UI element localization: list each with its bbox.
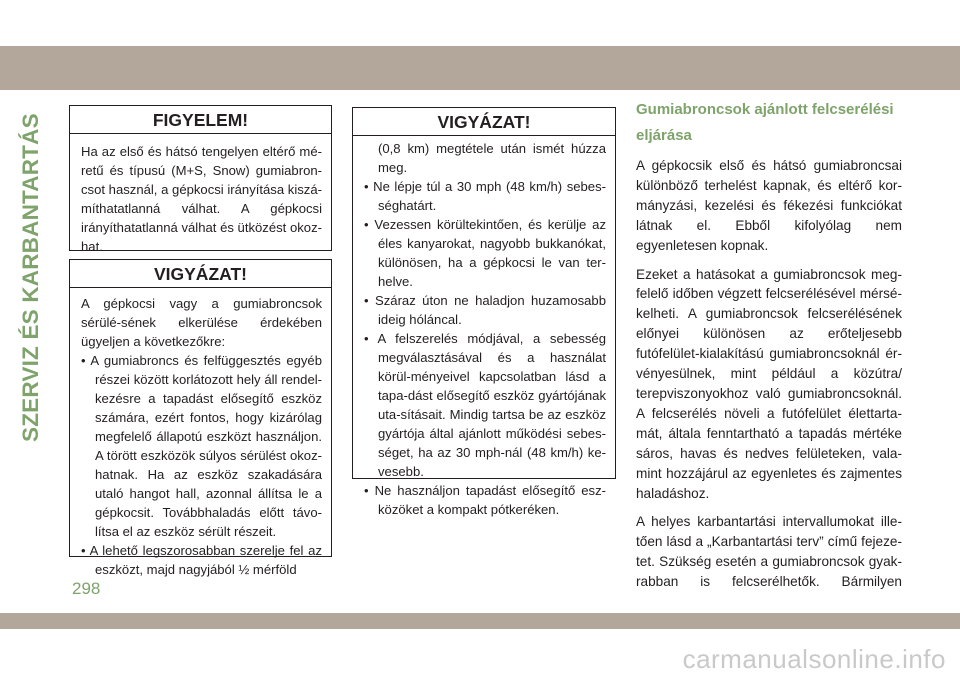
paragraph: A helyes karbantartási intervallumokat ille-tően lásd a „Karbantartási terv” című fejeze-tet. Szükség esetén a gumiabroncsok gyak-rabban is felcserélhetők. Bármilyen bbox=[636, 514, 902, 590]
section-heading: Gumiabroncsok ajánlott felcserélési eljárása bbox=[636, 101, 894, 144]
caution-box-2-title: VIGYÁZAT! bbox=[353, 108, 615, 136]
paragraph: Ezeket a hatásokat a gumiabroncsok meg-felelő időben végzett felcserélésével mérsé-kelheti. A gumiabroncsok felcserélésének előnyei különösen az erőteljesebb futófelület-kialakítású gumiabroncsoknál ér-vényesülnek, mint például a közútra/ terepviszonyokhoz való gumiabroncsoknál. A felcserélés növeli a futófelület élettarta-mát, általa fenntartható a tapadás mértéke sáros, havas és nedves felületeken, vala-mint hozzájárul az egyenletes és zajmentes haladáshoz. bbox=[636, 266, 902, 501]
caution-box-1-intro: A gépkocsi vagy a gumiabroncsok sérülé-sének elkerülése érdekében ügyeljen a következőkre: bbox=[81, 296, 322, 349]
list-item: • Vezessen körültekintően, és kerülje az éles kanyarokat, nagyobb bukkanókat, különösen, ha a gépkocsi le van ter-helve. bbox=[364, 217, 606, 289]
warning-box-text: Ha az első és hátsó tengelyen eltérő mé-retű és típusú (M+S, Snow) gumiabron-csot használ, a gépkocsi irányítása kiszá-míthatatlanná válhat. A gépkocsi irányíthatatlanná válhat és ütközést okoz-hat. bbox=[81, 144, 322, 254]
caution-box-1-title: VIGYÁZAT! bbox=[70, 260, 331, 288]
caution-box-1 bbox=[69, 259, 332, 577]
chapter-side-title: SZERVIZ ÉS KARBANTARTÁS bbox=[18, 113, 43, 442]
footer-band bbox=[0, 613, 960, 629]
page-number: 298 bbox=[72, 579, 101, 598]
list-item: • Ne lépje túl a 30 mph (48 km/h) sebes-séghatárt. bbox=[364, 179, 606, 213]
tire-rotation-section bbox=[636, 97, 902, 592]
list-item: • A felszerelés módjával, a sebesség megválasztásával és a használat körül-ményeivel kapcsolatban lásd a tapa-dást elősegítő eszköz gyártójának uta-sításait. Mindig tartsa be az eszköz gyártója által ajánlott működési sebes-séget, ha az 30 mph-nál (48 km/h) ke-vesebb. bbox=[364, 331, 606, 479]
list-item: • Ne használjon tapadást elősegítő esz-közöket a kompakt pótkeréken. bbox=[364, 483, 606, 517]
caution-box-2-continuation: (0,8 km) megtétele után ismét húzza meg. bbox=[378, 141, 606, 175]
list-item: • A lehető legszorosabban szerelje fel az eszközt, majd nagyjából ½ mérföld bbox=[81, 543, 322, 577]
warning-box bbox=[69, 105, 332, 254]
paragraph: A gépkocsik első és hátsó gumiabroncsai különböző terhelést kapnak, és eltérő kor-mányzási, kezelési és fékezési funkciókat látnak el. Ebből kifolyólag nem egyenletesen kopnak. bbox=[636, 158, 902, 253]
caution-box-2 bbox=[352, 107, 616, 517]
list-item: • Száraz úton ne haladjon huzamosabb ideig hóláncal. bbox=[364, 293, 606, 327]
watermark: carmanualsonline.info bbox=[682, 644, 946, 674]
header-band bbox=[0, 46, 960, 90]
warning-box-title: FIGYELEM! bbox=[70, 106, 331, 134]
list-item: • A gumiabroncs és felfüggesztés egyéb részei között korlátozott hely áll rendel-kezésre a tapadást elősegítő eszköz számára, ezért fontos, hogy kizárólag megfelelő állapotú eszközt használjon. A törött eszközök súlyos sérülést okoz-hatnak. Ha az eszköz szakadására utaló hangot hall, azonnal állítsa le a gépkocsit. Továbbhaladás előtt távo-lítsa el az eszköz sérült részeit. bbox=[81, 353, 322, 539]
